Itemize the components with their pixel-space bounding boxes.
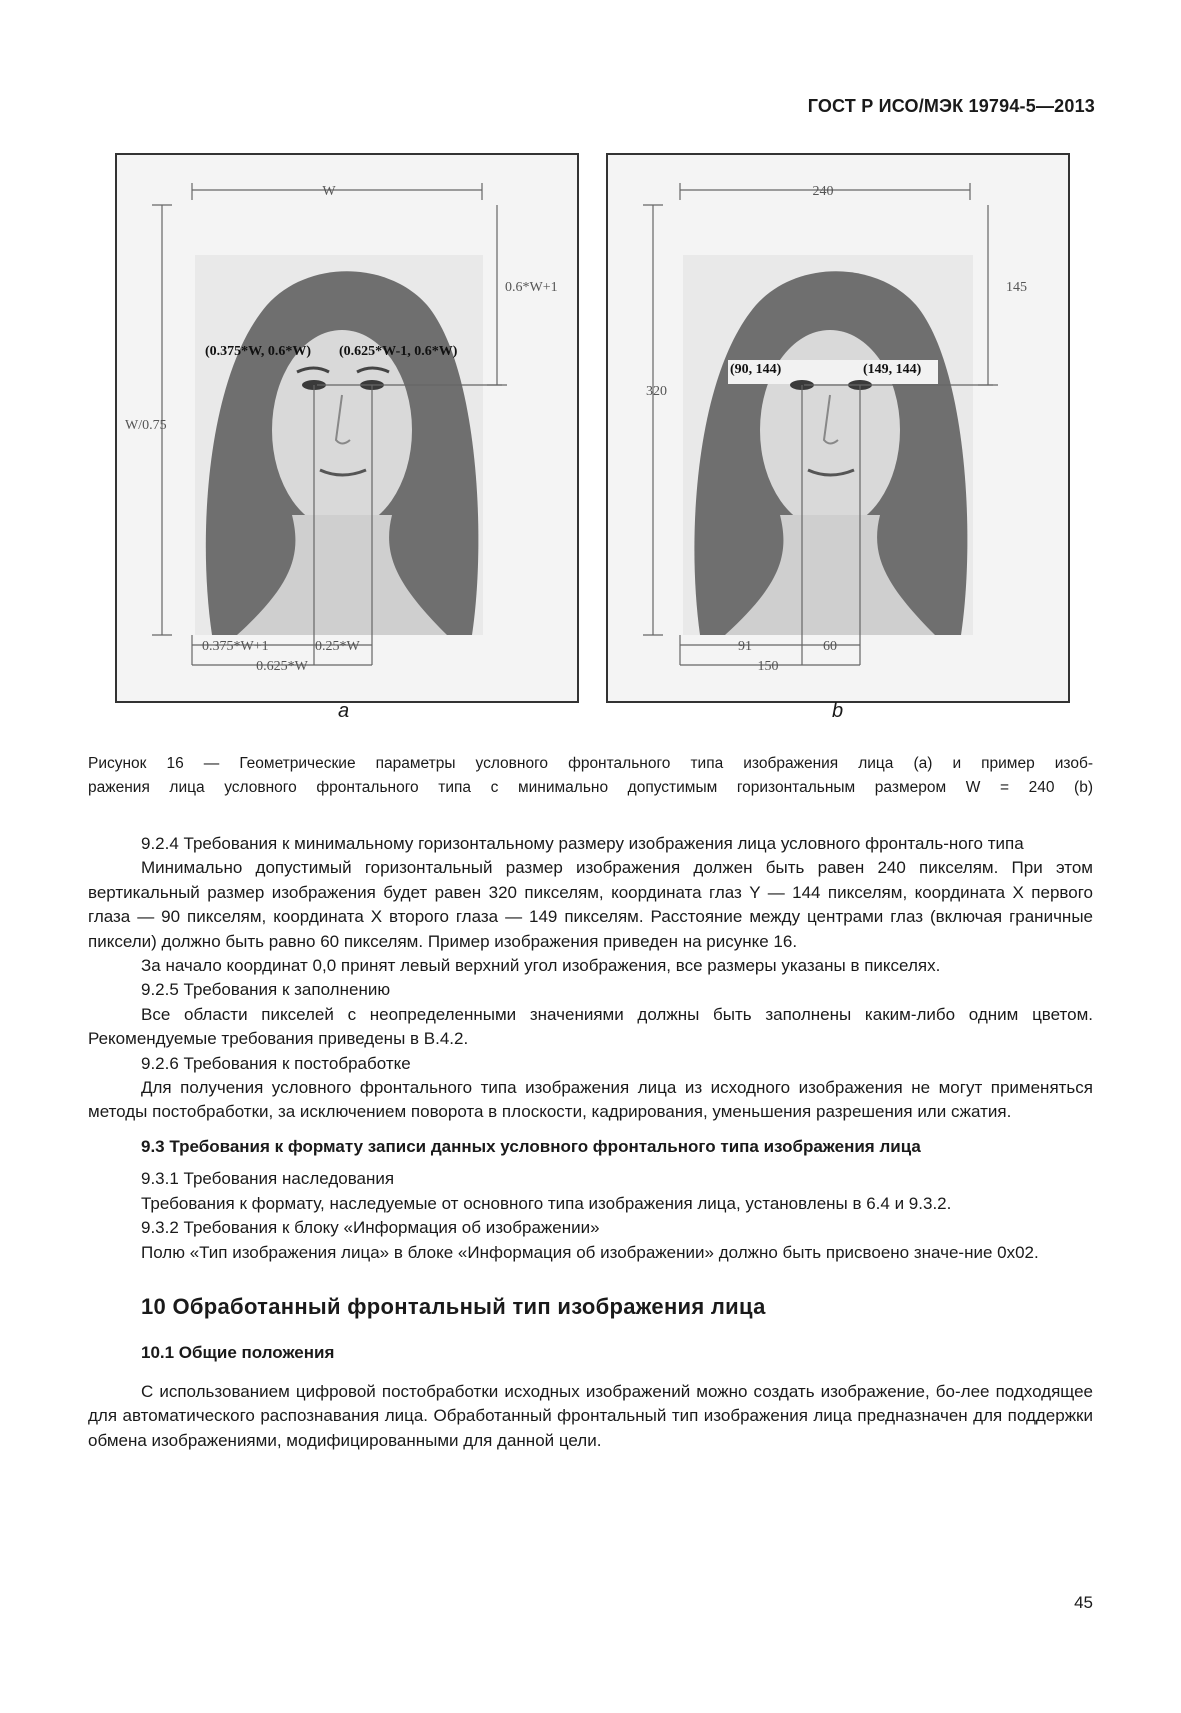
- document-header: ГОСТ Р ИСО/МЭК 19794-5—2013: [807, 96, 1095, 116]
- section-9-2-4-paragraph-1: Минимально допустимый горизонтальный размер изображения должен быть равен 240 пикселям. При этом вертикальный размер изображения будет равен 320 пикселям, координата глаз Y — 144 пикселям, координата X первого глаза — 90 пикселям, координата X второго глаза — 149 пикселям. Расстояние между центрами глаз (включая граничные пиксели) должно быть равно 60 пикселям. Пример изображения приведен на рисунке 16.: [88, 858, 1093, 951]
- figure-16: [115, 153, 1070, 705]
- section-9-2-5-title: 9.2.5 Требования к заполнению: [141, 980, 391, 1000]
- section-9-3-heading: 9.3 Требования к формату записи данных условного фронтального типа изображения лица: [141, 1136, 921, 1156]
- section-10-1-paragraph: С использованием цифровой постобработки исходных изображений можно создать изображение, бо-лее подходящее для автоматического распознавания лица. Обработанный фронтальный тип изображения лица предназначен для поддержки обмена изображениями, модифицированными для данной цели.: [88, 1381, 1093, 1450]
- label-height: W/0.75: [125, 418, 167, 433]
- label-bottom-1: 0.375*W+1: [202, 639, 269, 654]
- label-eye-2: (149, 144): [863, 362, 922, 377]
- label-top-offset: 145: [1006, 280, 1027, 295]
- section-9-2-4-title: 9.2.4 Требования к минимальному горизонтальному размеру изображения лица условного фронталь-ного типа: [141, 834, 1024, 853]
- label-width: 240: [812, 184, 834, 199]
- section-9-3-1-paragraph: Требования к формату, наследуемые от основного типа изображения лица, установлены в 6.4 и 9.3.2.: [141, 1193, 952, 1213]
- section-9-2-6-paragraph: Для получения условного фронтального типа изображения лица из исходного изображения не могут применяться методы постобработки, за исключением поворота в плоскости, кадрирования, уменьшения разрешения или сжатия.: [88, 1078, 1093, 1122]
- label-height: 320: [646, 384, 667, 399]
- figure-panel-b: [606, 153, 1070, 703]
- caption-line-1: Рисунок 16 — Геометрические параметры условного фронтального типа изображения лица (a) и пример изоб-: [88, 755, 1093, 772]
- section-9-2-5-paragraph: Все области пикселей с неопределенными значениями должны быть заполнены каким-либо одним цветом. Рекомендуемые требования приведены в В.4.2.: [88, 1004, 1093, 1049]
- label-bottom-2: 60: [823, 639, 837, 654]
- panel-letter-b: b: [832, 700, 844, 722]
- label-eye-1: (0.375*W, 0.6*W): [205, 344, 312, 359]
- section-9-2-4-paragraph-2: За начало координат 0,0 принят левый верхний угол изображения, все размеры указаны в пикселях.: [141, 956, 941, 976]
- figure-caption: [88, 752, 1093, 800]
- label-bottom-3: 150: [757, 659, 779, 674]
- section-9-3-2-title: 9.3.2 Требования к блоку «Информация об изображении»: [141, 1218, 600, 1238]
- label-bottom-3: 0.625*W: [256, 659, 308, 674]
- label-width: W: [322, 184, 336, 199]
- caption-line-2: ражения лица условного фронтального типа с минимально допустимым горизонтальным размером W = 240 (b): [88, 779, 1093, 796]
- body-text: [88, 832, 1093, 1453]
- label-bottom-1: 91: [738, 639, 752, 654]
- section-9-3-2-paragraph: Полю «Тип изображения лица» в блоке «Информация об изображении» должно быть присвоено значе-ние 0x02.: [141, 1242, 1039, 1262]
- section-9-2-6-title: 9.2.6 Требования к постобработке: [141, 1053, 411, 1073]
- page-number: 45: [1074, 1593, 1093, 1612]
- label-top-offset: 0.6*W+1: [505, 280, 558, 295]
- panel-letter-a: a: [338, 700, 350, 722]
- section-10-1-heading: 10.1 Общие положения: [141, 1343, 335, 1363]
- section-9-3-1-title: 9.3.1 Требования наследования: [141, 1169, 395, 1189]
- section-10-heading: 10 Обработанный фронтальный тип изображения лица: [141, 1293, 766, 1319]
- figure-panel-a: [115, 153, 579, 703]
- label-eye-1: (90, 144): [730, 362, 782, 377]
- label-bottom-2: 0.25*W: [315, 639, 360, 654]
- label-eye-2: (0.625*W-1, 0.6*W): [339, 344, 458, 359]
